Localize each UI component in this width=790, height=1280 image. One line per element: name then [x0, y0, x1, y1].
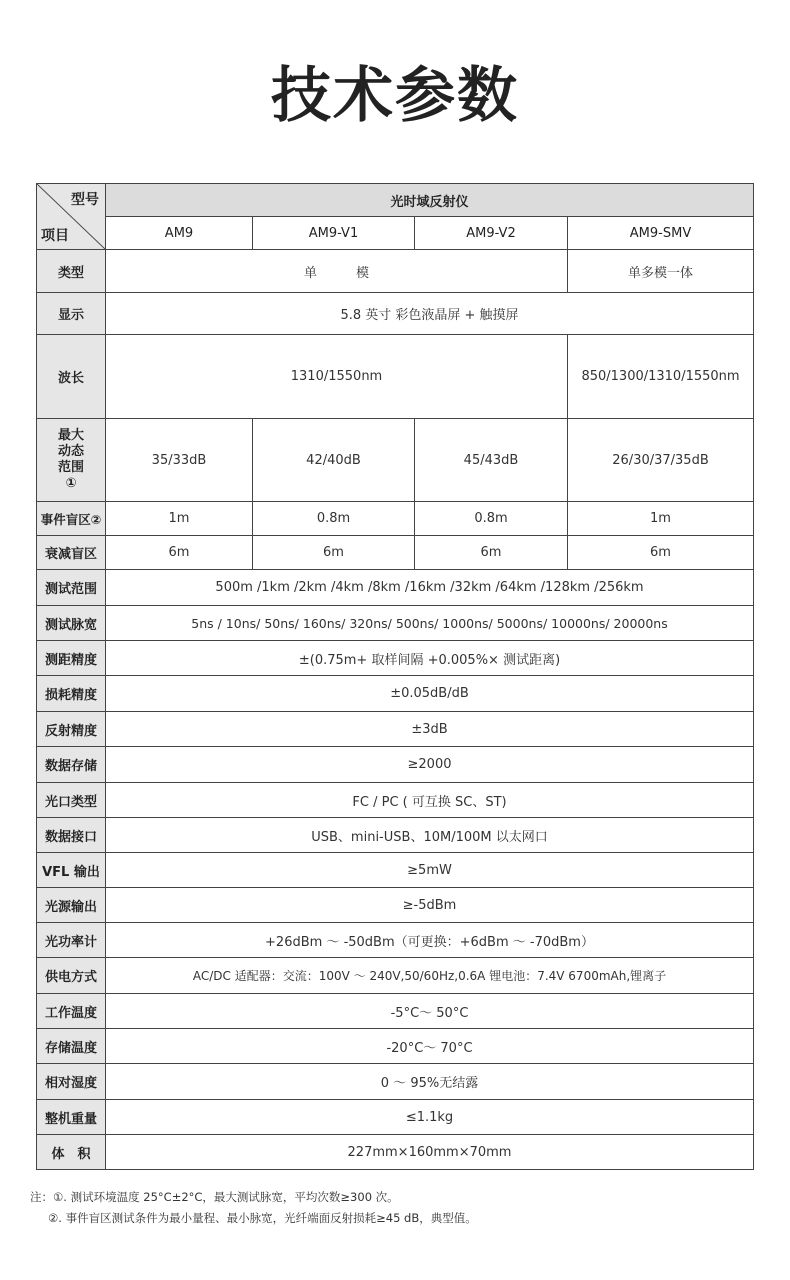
event-dead-zone-value: 0.8m	[415, 502, 568, 536]
vfl-value: ≥5mW	[106, 853, 754, 888]
row-label-test-range: 测试范围	[37, 570, 106, 606]
type-single-value: 单 模	[106, 250, 568, 293]
row-label-volume: 体 积	[37, 1135, 106, 1170]
row-label-data-storage: 数据存储	[37, 747, 106, 783]
dynamic-range-value: 35/33dB	[106, 419, 253, 502]
event-dead-zone-value: 1m	[106, 502, 253, 536]
page-title: 技术参数	[271, 61, 519, 131]
work-temp-value: -5°C～ 50°C	[106, 994, 754, 1029]
wavelength-single-value: 1310/1550nm	[106, 335, 568, 419]
power-meter-value: +26dBm ～ -50dBm（可更换：+6dBm ～ -70dBm）	[106, 923, 754, 958]
loss-accuracy-value: ±0.05dB/dB	[106, 676, 754, 712]
row-label-work-temp: 工作温度	[37, 994, 106, 1029]
atten-dead-zone-value: 6m	[106, 536, 253, 570]
data-storage-value: ≥2000	[106, 747, 754, 783]
row-label-vfl: VFL 输出	[37, 853, 106, 888]
footnote-2: ②. 事件盲区测试条件为最小量程、最小脉宽，光纤端面反射损耗≥45 dB，典型值。	[48, 1211, 477, 1225]
atten-dead-zone-value: 6m	[253, 536, 415, 570]
label-line: 最大	[57, 428, 84, 443]
volume-value: 227mm×160mm×70mm	[106, 1135, 754, 1170]
row-label-type: 类型	[37, 250, 106, 293]
row-label-port-type: 光口类型	[37, 783, 106, 818]
type-multi-value: 单多模一体	[568, 250, 754, 293]
model-header: AM9-V1	[253, 217, 415, 250]
model-header: AM9-V2	[415, 217, 568, 250]
label-line: 动态	[57, 444, 84, 459]
dynamic-range-value: 45/43dB	[415, 419, 568, 502]
label-line: 范围	[57, 460, 84, 475]
atten-dead-zone-value: 6m	[568, 536, 754, 570]
dynamic-range-value: 26/30/37/35dB	[568, 419, 754, 502]
row-label-light-source: 光源输出	[37, 888, 106, 923]
event-dead-zone-value: 0.8m	[253, 502, 415, 536]
footnote-1: 注：①. 测试环境温度 25°C±2°C，最大测试脉宽，平均次数≥300 次。	[30, 1190, 399, 1204]
corner-model-label: 型号	[71, 192, 99, 208]
distance-accuracy-value: ±(0.75m+ 取样间隔 +0.005%× 测试距离)	[106, 641, 754, 676]
weight-value: ≤1.1kg	[106, 1100, 754, 1135]
row-label-wavelength: 波长	[37, 335, 106, 419]
row-label-humidity: 相对湿度	[37, 1064, 106, 1100]
corner-item-label: 项目	[41, 228, 69, 244]
reflect-accuracy-value: ±3dB	[106, 712, 754, 747]
power-supply-value: AC/DC 适配器：交流：100V ～ 240V,50/60Hz,0.6A 锂电池：7.4V 6700mAh,锂离子	[106, 958, 754, 994]
test-range-value: 500m /1km /2km /4km /8km /16km /32km /64km /128km /256km	[106, 570, 754, 606]
footnotes	[30, 1187, 477, 1229]
humidity-value: 0 ～ 95%无结露	[106, 1064, 754, 1100]
row-label-storage-temp: 存储温度	[37, 1029, 106, 1064]
label-line: ①	[65, 476, 77, 491]
pulse-width-value: 5ns / 10ns/ 50ns/ 160ns/ 320ns/ 500ns/ 1000ns/ 5000ns/ 10000ns/ 20000ns	[106, 606, 754, 641]
wavelength-multi-value: 850/1300/1310/1550nm	[568, 335, 754, 419]
row-label-display: 显示	[37, 293, 106, 335]
light-source-value: ≥-5dBm	[106, 888, 754, 923]
row-label-weight: 整机重量	[37, 1100, 106, 1135]
header-corner-cell	[37, 184, 106, 250]
row-label-loss-accuracy: 损耗精度	[37, 676, 106, 712]
data-interface-value: USB、mini-USB、10M/100M 以太网口	[106, 818, 754, 853]
row-label-dynamic-range	[37, 419, 106, 502]
row-label-power-supply: 供电方式	[37, 958, 106, 994]
row-label-atten-dead-zone: 衰减盲区	[37, 536, 106, 570]
row-label-power-meter: 光功率计	[37, 923, 106, 958]
row-label-reflect-accuracy: 反射精度	[37, 712, 106, 747]
spec-table	[36, 183, 754, 1170]
row-label-event-dead-zone: 事件盲区②	[37, 502, 106, 536]
storage-temp-value: -20°C～ 70°C	[106, 1029, 754, 1064]
dynamic-range-value: 42/40dB	[253, 419, 415, 502]
row-label-distance-accuracy: 测距精度	[37, 641, 106, 676]
row-label-data-interface: 数据接口	[37, 818, 106, 853]
atten-dead-zone-value: 6m	[415, 536, 568, 570]
port-type-value: FC / PC ( 可互换 SC、ST)	[106, 783, 754, 818]
model-header: AM9	[106, 217, 253, 250]
model-header: AM9-SMV	[568, 217, 754, 250]
product-name-header: 光时域反射仪	[106, 184, 754, 217]
row-label-pulse-width: 测试脉宽	[37, 606, 106, 641]
event-dead-zone-value: 1m	[568, 502, 754, 536]
display-value: 5.8 英寸 彩色液晶屏 + 触摸屏	[106, 293, 754, 335]
